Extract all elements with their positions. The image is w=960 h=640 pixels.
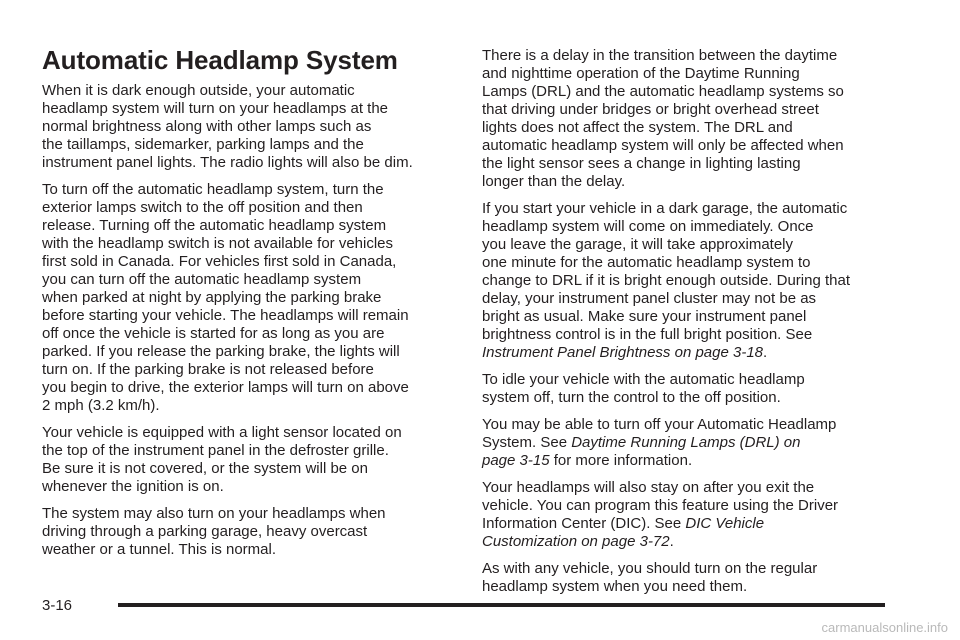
exit-delay-end: . — [669, 533, 674, 550]
dark-garage-text: If you start your vehicle in a dark garage, the automatic headlamp system will come on immediately. Once you leave the garage, it will take approximately one minute for the automatic headlamp system to change to DRL if it is bright enough outside. During that delay, your instrument panel cluster may not be as bright as usual. Make sure your instrument panel brightness control is in the full bright position. See — [482, 200, 850, 343]
exit-delay-text: Your headlamps will also stay on after you exit the vehicle. You can program this feature using the Driver Information Center (DIC). See — [482, 479, 839, 532]
right-column — [482, 47, 897, 605]
page-number: 3-16 — [42, 597, 73, 614]
turn-off-drl-end: for more information. — [549, 452, 693, 469]
footer-rule — [118, 603, 885, 607]
turn-off-drl-text: You may be able to turn off your Automatic Headlamp System. See — [482, 416, 837, 451]
paragraph-dark-garage — [482, 200, 897, 362]
paragraph-turn-off-drl — [482, 416, 897, 470]
paragraph-drl-delay: There is a delay in the transition between the daytime and nighttime operation of the Daytime Running Lamps (DRL) and the automatic headlamp systems so that driving under bridges or bright overhead street lights does not affect the system. The DRL and automatic headlamp system will only be affected when the light sensor sees a change in lighting lasting longer than the delay. — [482, 47, 844, 190]
paragraph-regular-headlamp: As with any vehicle, you should turn on the regular headlamp system when you need them. — [482, 560, 818, 595]
paragraph-parking-garage: The system may also turn on your headlamps when driving through a parking garage, heavy overcast weather or a tunnel. This is normal. — [42, 505, 386, 558]
paragraph-light-sensor: Your vehicle is equipped with a light sensor located on the top of the instrument panel in the defroster grille. Be sure it is not covered, or the system will be on whenever the ignition is on. — [42, 424, 402, 495]
drl-page-ref: Daytime Running Lamps (DRL) on page 3-15 — [482, 434, 801, 469]
instrument-panel-brightness-ref: Instrument Panel Brightness on page 3-18 — [482, 344, 764, 361]
paragraph-idle: To idle your vehicle with the automatic headlamp system off, turn the control to the off position. — [482, 371, 805, 406]
watermark-text: carmanualsonline.info — [821, 620, 948, 635]
dic-customization-ref: DIC Vehicle Customization on page 3-72 — [482, 515, 765, 550]
paragraph-turn-off: To turn off the automatic headlamp system, turn the exterior lamps switch to the off position and then release. Turning off the automatic headlamp system with the headlamp switch is not available for vehicles first sold in Canada. For vehicles first sold in Canada, you can turn off the automatic headlamp system when parked at night by applying the parking brake before starting your vehicle. The headlamps will remain off once the vehicle is started for as long as you are parked. If you release the parking brake, the lights will turn on. If the parking brake is not released before you begin to drive, the exterior lamps will turn on above 2 mph (3.2 km/h). — [42, 181, 409, 414]
paragraph-automatic-operation: When it is dark enough outside, your automatic headlamp system will turn on your headlamps at the normal brightness along with other lamps such as the taillamps, sidemarker, parking lamps and the instrument panel lights. The radio lights will also be dim. — [42, 82, 413, 171]
dark-garage-end: . — [763, 344, 768, 361]
left-column — [42, 0, 452, 568]
paragraph-exit-delay — [482, 479, 897, 551]
page-title: Automatic Headlamp System — [42, 45, 398, 75]
